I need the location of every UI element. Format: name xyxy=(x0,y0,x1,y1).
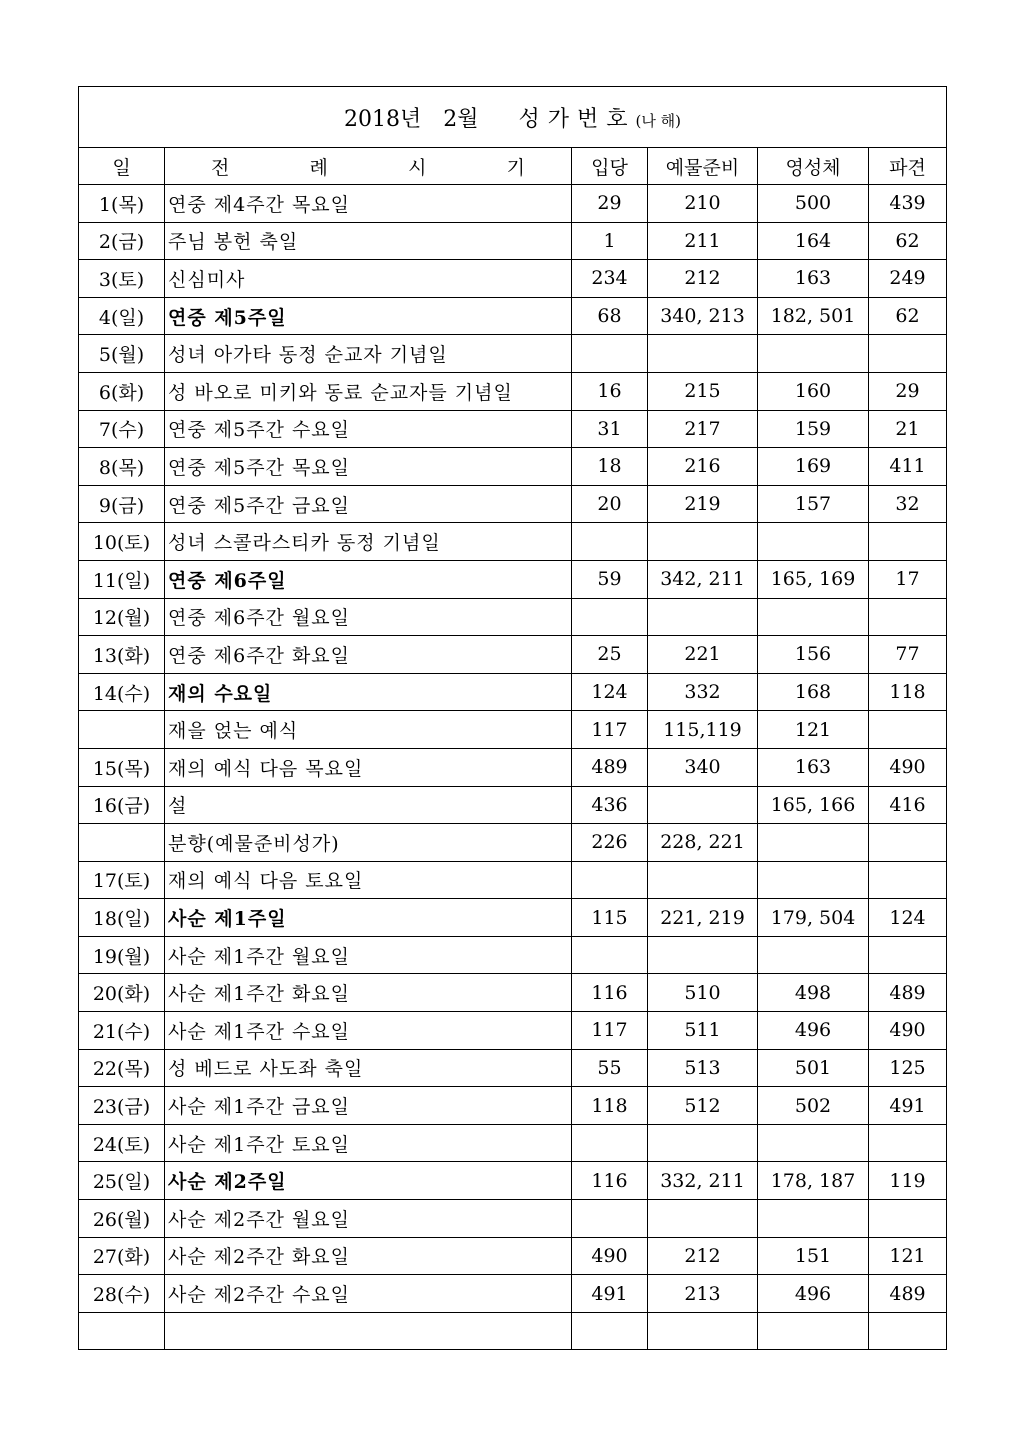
communion-hymn-cell xyxy=(758,936,869,974)
offertory-hymn-cell: 211 xyxy=(648,222,758,260)
liturgy-cell: 사순 제2주간 월요일 xyxy=(165,1200,572,1238)
offertory-hymn-cell: 513 xyxy=(648,1049,758,1087)
day-cell: 16(금) xyxy=(79,786,165,824)
dismissal-hymn-cell: 124 xyxy=(869,899,947,937)
day-cell: 7(수) xyxy=(79,410,165,448)
day-cell: 13(화) xyxy=(79,636,165,674)
dismissal-hymn-cell: 32 xyxy=(869,485,947,523)
communion-hymn-cell xyxy=(758,824,869,862)
day-cell xyxy=(79,824,165,862)
communion-hymn-cell: 165, 166 xyxy=(758,786,869,824)
entrance-hymn-cell xyxy=(572,936,648,974)
liturgy-cell: 사순 제2주일 xyxy=(165,1162,572,1200)
header-liturgy-char: 례 xyxy=(309,156,328,179)
table-row xyxy=(79,974,947,1012)
dismissal-hymn-cell: 489 xyxy=(869,974,947,1012)
entrance-hymn-cell xyxy=(572,1312,648,1350)
day-cell: 19(월) xyxy=(79,936,165,974)
day-cell: 3(토) xyxy=(79,260,165,298)
liturgy-cell: 재의 예식 다음 목요일 xyxy=(165,748,572,786)
liturgy-cell: 사순 제2주간 화요일 xyxy=(165,1237,572,1275)
table-row xyxy=(79,1012,947,1050)
day-cell: 28(수) xyxy=(79,1275,165,1313)
dismissal-hymn-cell: 411 xyxy=(869,448,947,486)
dismissal-hymn-cell: 125 xyxy=(869,1049,947,1087)
day-cell: 24(토) xyxy=(79,1124,165,1162)
entrance-hymn-cell: 18 xyxy=(572,448,648,486)
table-row xyxy=(79,1312,947,1350)
dismissal-hymn-cell: 416 xyxy=(869,786,947,824)
entrance-hymn-cell: 115 xyxy=(572,899,648,937)
offertory-hymn-cell: 221 xyxy=(648,636,758,674)
offertory-hymn-cell: 342, 211 xyxy=(648,560,758,598)
entrance-hymn-cell: 31 xyxy=(572,410,648,448)
communion-hymn-cell: 163 xyxy=(758,748,869,786)
header-liturgy xyxy=(165,148,572,185)
table-row xyxy=(79,335,947,373)
liturgy-cell: 신심미사 xyxy=(165,260,572,298)
dismissal-hymn-cell xyxy=(869,598,947,636)
header-liturgy-char: 전 xyxy=(211,156,230,179)
communion-hymn-cell: 121 xyxy=(758,711,869,749)
offertory-hymn-cell: 332, 211 xyxy=(648,1162,758,1200)
dismissal-hymn-cell: 21 xyxy=(869,410,947,448)
entrance-hymn-cell: 491 xyxy=(572,1275,648,1313)
entrance-hymn-cell: 55 xyxy=(572,1049,648,1087)
communion-hymn-cell xyxy=(758,1124,869,1162)
offertory-hymn-cell: 215 xyxy=(648,372,758,410)
offertory-hymn-cell: 332 xyxy=(648,673,758,711)
table-row xyxy=(79,1124,947,1162)
entrance-hymn-cell xyxy=(572,1200,648,1238)
offertory-hymn-cell: 213 xyxy=(648,1275,758,1313)
title-year: 2018년 xyxy=(344,106,422,132)
offertory-hymn-cell: 512 xyxy=(648,1087,758,1125)
table-row xyxy=(79,1275,947,1313)
offertory-hymn-cell: 212 xyxy=(648,260,758,298)
day-cell: 9(금) xyxy=(79,485,165,523)
liturgy-cell: 연중 제5주간 수요일 xyxy=(165,410,572,448)
table-row xyxy=(79,1162,947,1200)
dismissal-hymn-cell xyxy=(869,1200,947,1238)
day-cell: 2(금) xyxy=(79,222,165,260)
table-row xyxy=(79,899,947,937)
entrance-hymn-cell: 117 xyxy=(572,711,648,749)
offertory-hymn-cell: 510 xyxy=(648,974,758,1012)
dismissal-hymn-cell: 77 xyxy=(869,636,947,674)
liturgy-cell: 사순 제1주간 금요일 xyxy=(165,1087,572,1125)
day-cell: 17(토) xyxy=(79,861,165,899)
entrance-hymn-cell: 489 xyxy=(572,748,648,786)
communion-hymn-cell xyxy=(758,598,869,636)
offertory-hymn-cell: 210 xyxy=(648,185,758,223)
dismissal-hymn-cell: 62 xyxy=(869,297,947,335)
dismissal-hymn-cell: 489 xyxy=(869,1275,947,1313)
entrance-hymn-cell: 16 xyxy=(572,372,648,410)
table-row xyxy=(79,824,947,862)
day-cell: 20(화) xyxy=(79,974,165,1012)
dismissal-hymn-cell: 29 xyxy=(869,372,947,410)
dismissal-hymn-cell: 490 xyxy=(869,1012,947,1050)
title-main: 성가번호 xyxy=(518,106,636,132)
day-cell xyxy=(79,1312,165,1350)
dismissal-hymn-cell: 439 xyxy=(869,185,947,223)
communion-hymn-cell: 498 xyxy=(758,974,869,1012)
entrance-hymn-cell: 118 xyxy=(572,1087,648,1125)
dismissal-hymn-cell xyxy=(869,523,947,561)
dismissal-hymn-cell xyxy=(869,1312,947,1350)
offertory-hymn-cell: 212 xyxy=(648,1237,758,1275)
liturgy-cell: 사순 제1주간 토요일 xyxy=(165,1124,572,1162)
table-row xyxy=(79,673,947,711)
title-sub: (나 해) xyxy=(635,111,681,130)
table-row xyxy=(79,1087,947,1125)
liturgy-cell: 사순 제1주간 수요일 xyxy=(165,1012,572,1050)
offertory-hymn-cell: 216 xyxy=(648,448,758,486)
entrance-hymn-cell xyxy=(572,861,648,899)
offertory-hymn-cell xyxy=(648,335,758,373)
table-row xyxy=(79,485,947,523)
header-liturgy-char: 기 xyxy=(506,156,525,179)
dismissal-hymn-cell: 121 xyxy=(869,1237,947,1275)
day-cell: 5(월) xyxy=(79,335,165,373)
liturgy-cell: 재의 예식 다음 토요일 xyxy=(165,861,572,899)
entrance-hymn-cell: 226 xyxy=(572,824,648,862)
table-row xyxy=(79,861,947,899)
day-cell: 14(수) xyxy=(79,673,165,711)
table-row xyxy=(79,1049,947,1087)
liturgy-cell: 연중 제5주간 목요일 xyxy=(165,448,572,486)
offertory-hymn-cell xyxy=(648,598,758,636)
dismissal-hymn-cell: 119 xyxy=(869,1162,947,1200)
day-cell: 22(목) xyxy=(79,1049,165,1087)
table-row xyxy=(79,297,947,335)
offertory-hymn-cell: 221, 219 xyxy=(648,899,758,937)
entrance-hymn-cell: 68 xyxy=(572,297,648,335)
entrance-hymn-cell: 124 xyxy=(572,673,648,711)
offertory-hymn-cell: 219 xyxy=(648,485,758,523)
offertory-hymn-cell: 217 xyxy=(648,410,758,448)
title-month: 2월 xyxy=(443,106,479,132)
communion-hymn-cell: 151 xyxy=(758,1237,869,1275)
offertory-hymn-cell: 228, 221 xyxy=(648,824,758,862)
entrance-hymn-cell: 490 xyxy=(572,1237,648,1275)
communion-hymn-cell: 156 xyxy=(758,636,869,674)
communion-hymn-cell xyxy=(758,523,869,561)
entrance-hymn-cell xyxy=(572,523,648,561)
liturgy-cell: 사순 제2주간 수요일 xyxy=(165,1275,572,1313)
liturgy-cell: 성 베드로 사도좌 축일 xyxy=(165,1049,572,1087)
table-row xyxy=(79,786,947,824)
table-row xyxy=(79,185,947,223)
dismissal-hymn-cell: 17 xyxy=(869,560,947,598)
day-cell: 4(일) xyxy=(79,297,165,335)
table-row xyxy=(79,936,947,974)
day-cell: 23(금) xyxy=(79,1087,165,1125)
communion-hymn-cell: 179, 504 xyxy=(758,899,869,937)
page-title xyxy=(79,87,947,148)
entrance-hymn-cell: 59 xyxy=(572,560,648,598)
communion-hymn-cell: 165, 169 xyxy=(758,560,869,598)
title-row xyxy=(79,87,947,148)
communion-hymn-cell xyxy=(758,335,869,373)
dismissal-hymn-cell xyxy=(869,861,947,899)
communion-hymn-cell: 182, 501 xyxy=(758,297,869,335)
day-cell: 21(수) xyxy=(79,1012,165,1050)
table-row xyxy=(79,372,947,410)
liturgy-cell: 설 xyxy=(165,786,572,824)
dismissal-hymn-cell: 490 xyxy=(869,748,947,786)
liturgy-cell: 사순 제1주일 xyxy=(165,899,572,937)
table-row xyxy=(79,1200,947,1238)
communion-hymn-cell: 157 xyxy=(758,485,869,523)
table-row xyxy=(79,410,947,448)
liturgy-cell: 성 바오로 미키와 동료 순교자들 기념일 xyxy=(165,372,572,410)
communion-hymn-cell: 501 xyxy=(758,1049,869,1087)
offertory-hymn-cell xyxy=(648,523,758,561)
communion-hymn-cell: 496 xyxy=(758,1275,869,1313)
liturgy-cell: 주님 봉헌 축일 xyxy=(165,222,572,260)
entrance-hymn-cell: 116 xyxy=(572,1162,648,1200)
table-row xyxy=(79,636,947,674)
entrance-hymn-cell: 116 xyxy=(572,974,648,1012)
liturgy-cell: 연중 제5주간 금요일 xyxy=(165,485,572,523)
dismissal-hymn-cell: 118 xyxy=(869,673,947,711)
communion-hymn-cell: 178, 187 xyxy=(758,1162,869,1200)
day-cell: 26(월) xyxy=(79,1200,165,1238)
liturgy-cell: 재을 얹는 예식 xyxy=(165,711,572,749)
table-row xyxy=(79,448,947,486)
dismissal-hymn-cell: 249 xyxy=(869,260,947,298)
entrance-hymn-cell: 29 xyxy=(572,185,648,223)
header-dismissal: 파견 xyxy=(869,148,947,185)
table-row xyxy=(79,1237,947,1275)
communion-hymn-cell: 169 xyxy=(758,448,869,486)
day-cell: 11(일) xyxy=(79,560,165,598)
dismissal-hymn-cell xyxy=(869,824,947,862)
offertory-hymn-cell: 340 xyxy=(648,748,758,786)
liturgy-cell: 성녀 스콜라스티카 동정 기념일 xyxy=(165,523,572,561)
header-entrance: 입당 xyxy=(572,148,648,185)
entrance-hymn-cell: 436 xyxy=(572,786,648,824)
communion-hymn-cell: 164 xyxy=(758,222,869,260)
entrance-hymn-cell xyxy=(572,335,648,373)
header-communion: 영성체 xyxy=(758,148,869,185)
day-cell: 10(토) xyxy=(79,523,165,561)
communion-hymn-cell: 160 xyxy=(758,372,869,410)
offertory-hymn-cell: 340, 213 xyxy=(648,297,758,335)
table-row xyxy=(79,523,947,561)
communion-hymn-cell: 500 xyxy=(758,185,869,223)
dismissal-hymn-cell: 491 xyxy=(869,1087,947,1125)
day-cell: 25(일) xyxy=(79,1162,165,1200)
table-row xyxy=(79,711,947,749)
liturgy-cell: 사순 제1주간 화요일 xyxy=(165,974,572,1012)
day-cell xyxy=(79,711,165,749)
day-cell: 1(목) xyxy=(79,185,165,223)
table-row xyxy=(79,222,947,260)
entrance-hymn-cell: 25 xyxy=(572,636,648,674)
day-cell: 15(목) xyxy=(79,748,165,786)
dismissal-hymn-cell xyxy=(869,335,947,373)
entrance-hymn-cell xyxy=(572,598,648,636)
header-row xyxy=(79,148,947,185)
table-row xyxy=(79,260,947,298)
entrance-hymn-cell: 20 xyxy=(572,485,648,523)
liturgy-cell: 연중 제4주간 목요일 xyxy=(165,185,572,223)
liturgy-cell: 연중 제6주간 화요일 xyxy=(165,636,572,674)
table-row xyxy=(79,748,947,786)
dismissal-hymn-cell: 62 xyxy=(869,222,947,260)
offertory-hymn-cell: 115,119 xyxy=(648,711,758,749)
offertory-hymn-cell xyxy=(648,786,758,824)
dismissal-hymn-cell xyxy=(869,936,947,974)
day-cell: 12(월) xyxy=(79,598,165,636)
offertory-hymn-cell xyxy=(648,861,758,899)
header-offertory: 예물준비 xyxy=(648,148,758,185)
entrance-hymn-cell: 117 xyxy=(572,1012,648,1050)
entrance-hymn-cell: 234 xyxy=(572,260,648,298)
entrance-hymn-cell xyxy=(572,1124,648,1162)
day-cell: 18(일) xyxy=(79,899,165,937)
liturgy-cell: 연중 제6주일 xyxy=(165,560,572,598)
dismissal-hymn-cell xyxy=(869,711,947,749)
offertory-hymn-cell xyxy=(648,936,758,974)
offertory-hymn-cell xyxy=(648,1124,758,1162)
communion-hymn-cell: 502 xyxy=(758,1087,869,1125)
day-cell: 27(화) xyxy=(79,1237,165,1275)
header-liturgy-char: 시 xyxy=(408,156,427,179)
offertory-hymn-cell xyxy=(648,1200,758,1238)
dismissal-hymn-cell xyxy=(869,1124,947,1162)
offertory-hymn-cell xyxy=(648,1312,758,1350)
day-cell: 8(목) xyxy=(79,448,165,486)
offertory-hymn-cell: 511 xyxy=(648,1012,758,1050)
communion-hymn-cell: 496 xyxy=(758,1012,869,1050)
liturgy-cell xyxy=(165,1312,572,1350)
table-row xyxy=(79,598,947,636)
communion-hymn-cell xyxy=(758,861,869,899)
header-day: 일 xyxy=(79,148,165,185)
day-cell: 6(화) xyxy=(79,372,165,410)
liturgy-cell: 사순 제1주간 월요일 xyxy=(165,936,572,974)
liturgy-cell: 분향(예물준비성가) xyxy=(165,824,572,862)
liturgy-cell: 연중 제6주간 월요일 xyxy=(165,598,572,636)
communion-hymn-cell: 168 xyxy=(758,673,869,711)
liturgy-cell: 연중 제5주일 xyxy=(165,297,572,335)
hymn-schedule-table xyxy=(78,86,947,1350)
communion-hymn-cell: 163 xyxy=(758,260,869,298)
table-row xyxy=(79,560,947,598)
communion-hymn-cell xyxy=(758,1312,869,1350)
entrance-hymn-cell: 1 xyxy=(572,222,648,260)
communion-hymn-cell: 159 xyxy=(758,410,869,448)
liturgy-cell: 성녀 아가타 동정 순교자 기념일 xyxy=(165,335,572,373)
communion-hymn-cell xyxy=(758,1200,869,1238)
liturgy-cell: 재의 수요일 xyxy=(165,673,572,711)
